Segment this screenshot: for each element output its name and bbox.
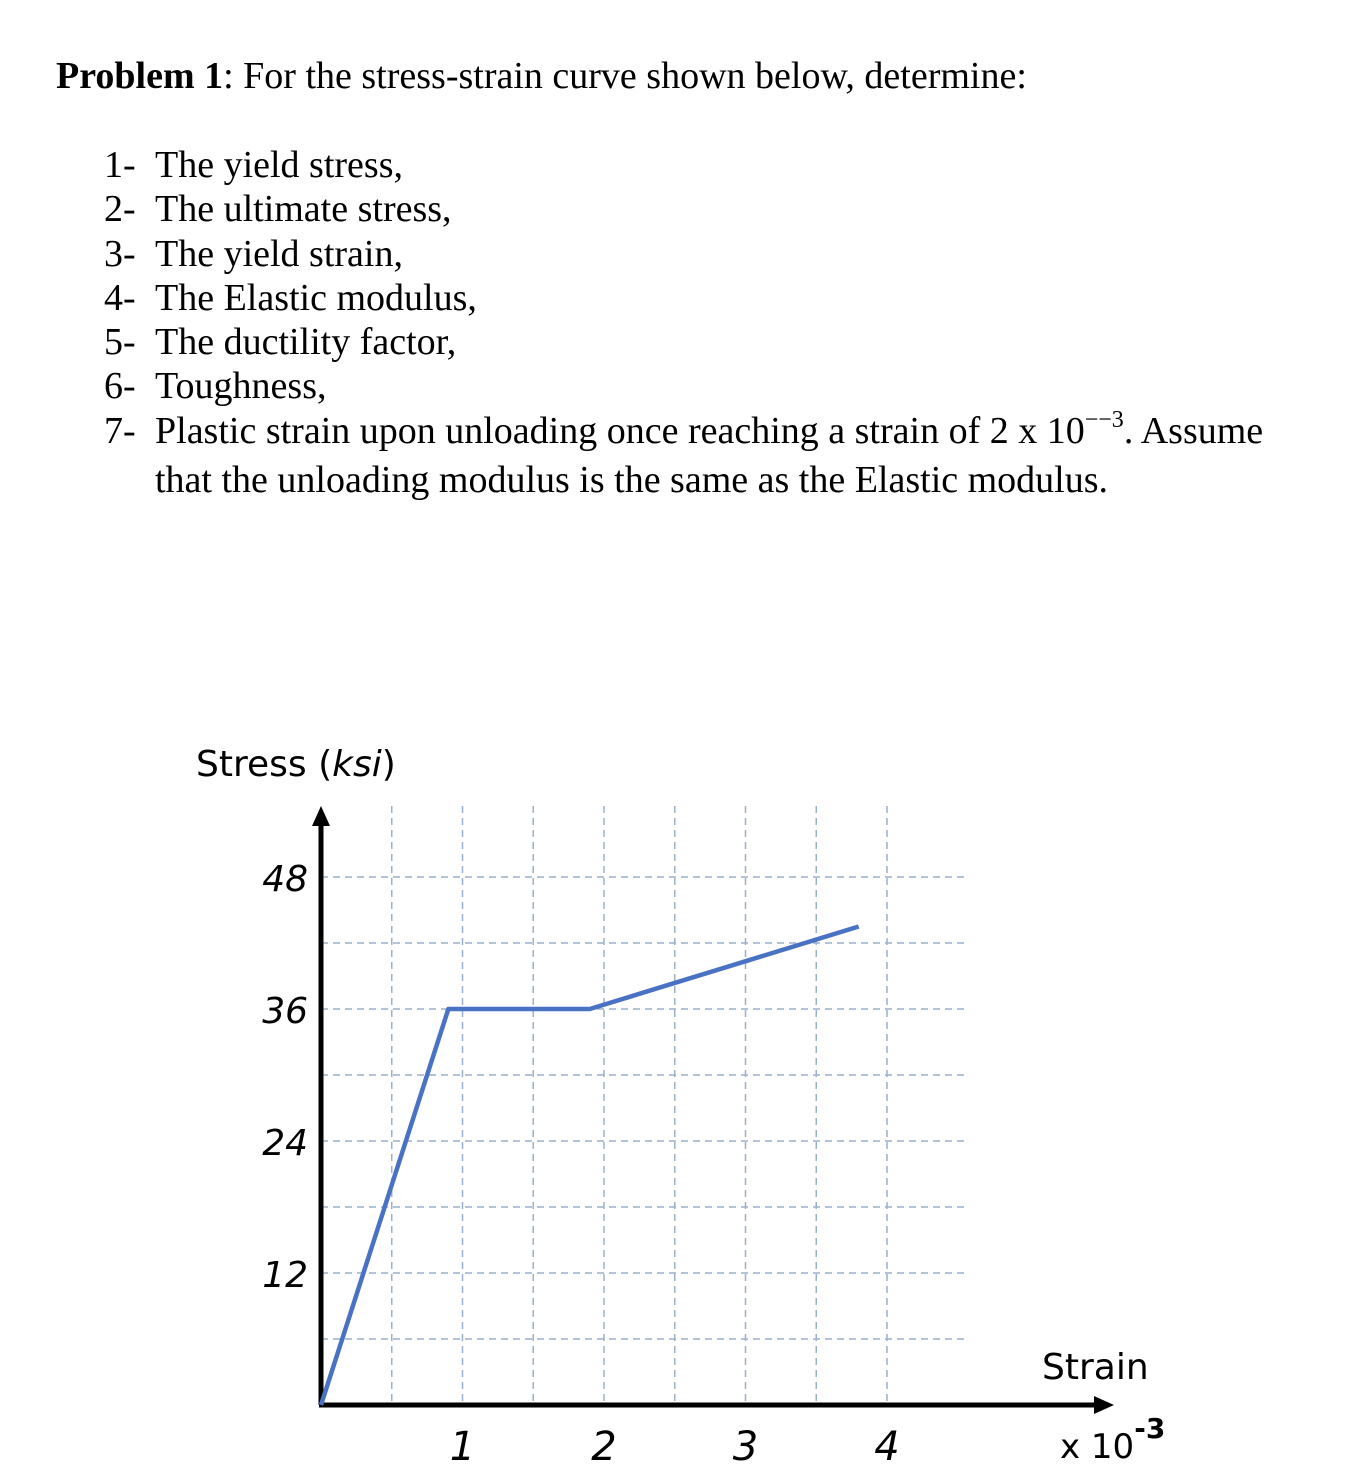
x-axis-arrow-icon	[1094, 1396, 1114, 1414]
x-tick-label: 4	[874, 1424, 900, 1470]
problem-heading	[56, 54, 1027, 98]
list-item: 5- The ductility factor,	[104, 321, 457, 364]
list-item: 2- The ultimate stress,	[104, 188, 452, 231]
list-item: 1- The yield stress,	[104, 144, 404, 186]
y-tick-label: 36	[262, 991, 308, 1032]
y-axis-label: Stress (ksi)	[196, 744, 396, 785]
list-item: 7- Plastic strain upon unloading once reaching a strain of 2 x $10^{--3}$. Assume that the unloading modulus is the same as the Elastic modulus.	[104, 409, 1304, 503]
x-tick-label: 3	[732, 1424, 759, 1470]
y-axis-arrow-icon	[312, 806, 330, 826]
list-item: 3- The yield strain,	[104, 232, 403, 275]
x-axis-label: Strain	[1042, 1347, 1149, 1388]
stress-strain-chart	[0, 700, 1352, 1482]
y-tick-label: 48	[262, 859, 308, 900]
question-list	[104, 143, 1304, 502]
list-item-continuation: that the unloading modulus is the same as the Elastic modulus.	[155, 459, 1109, 502]
x-tick-label: 2	[591, 1424, 617, 1470]
list-item: 6- Toughness,	[104, 365, 327, 408]
x-multiplier: x $10^{-3}$	[1060, 1412, 1166, 1467]
stress-strain-curve	[321, 927, 859, 1406]
exponent: −−3	[1084, 406, 1124, 433]
problem-label: Problem 1	[56, 55, 224, 97]
x-tick-label: 1	[449, 1424, 476, 1470]
y-tick-label: 24	[262, 1123, 308, 1164]
list-item: 4- The Elastic modulus,	[104, 276, 477, 319]
y-tick-label: 12	[262, 1255, 308, 1296]
problem-intro: : For the stress-strain curve shown below, determine:	[223, 55, 1027, 97]
